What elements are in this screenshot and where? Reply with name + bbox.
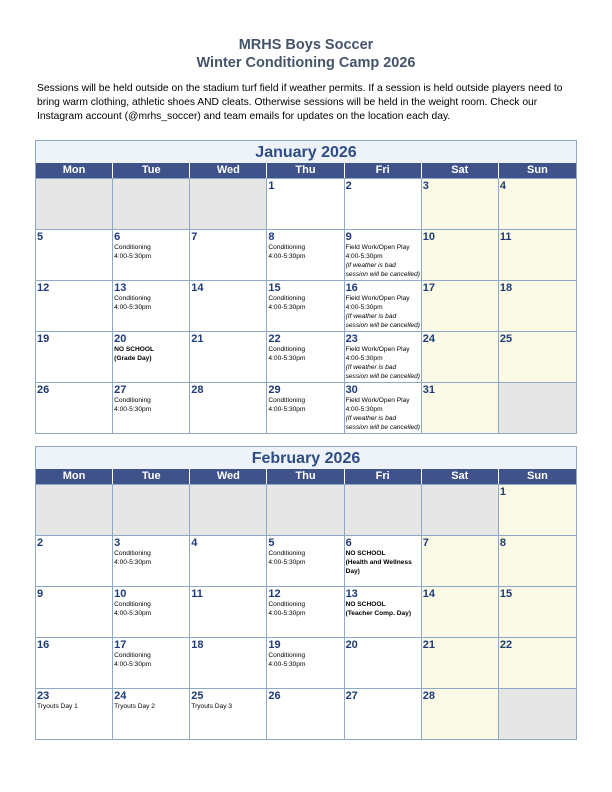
day-number: 7 xyxy=(422,537,429,549)
weekday-label: Fri xyxy=(345,469,422,484)
day-number: 15 xyxy=(268,282,281,294)
event-note: session will be cancelled) xyxy=(345,424,420,431)
day-number: 24 xyxy=(422,333,435,345)
day-cell xyxy=(113,535,190,586)
event-note: (Teacher Comp. Day) xyxy=(345,610,412,617)
day-number: 18 xyxy=(499,282,513,294)
day-number: 6 xyxy=(114,231,121,243)
day-number: 4 xyxy=(191,537,198,549)
calendar-grid xyxy=(36,178,576,433)
empty-day-cell xyxy=(345,484,422,535)
day-number: 5 xyxy=(268,537,275,549)
day-cell xyxy=(345,280,422,331)
day-number: 11 xyxy=(499,231,512,243)
day-cell xyxy=(190,382,267,433)
event-note: Conditioning xyxy=(268,550,306,557)
empty-day-cell xyxy=(422,484,499,535)
event-note: Conditioning xyxy=(114,397,151,404)
weekday-label: Mon xyxy=(36,163,113,178)
day-number: 3 xyxy=(114,537,121,549)
day-number: 29 xyxy=(268,384,281,396)
weekday-label: Mon xyxy=(36,469,113,484)
event-note: Conditioning xyxy=(268,601,306,608)
day-cell xyxy=(422,535,499,586)
event-note: Conditioning xyxy=(268,397,306,404)
day-cell xyxy=(422,586,499,637)
day-number: 17 xyxy=(114,639,127,651)
weekday-label: Wed xyxy=(190,163,267,178)
event-note: Conditioning xyxy=(114,601,151,608)
day-cell xyxy=(190,637,267,688)
day-number: 12 xyxy=(268,588,281,600)
day-number: 30 xyxy=(345,384,358,396)
event-note: Field Work/Open Play xyxy=(345,244,410,251)
day-cell xyxy=(267,331,344,382)
day-cell xyxy=(113,637,190,688)
weekday-header xyxy=(36,469,576,484)
day-cell xyxy=(113,382,190,433)
day-cell xyxy=(113,280,190,331)
day-cell xyxy=(345,382,422,433)
day-cell xyxy=(113,688,190,739)
month-title: February 2026 xyxy=(36,447,576,469)
weekday-label: Sat xyxy=(422,163,499,178)
event-note: Conditioning xyxy=(114,652,151,659)
weekday-label: Fri xyxy=(345,163,422,178)
event-note: NO SCHOOL xyxy=(114,346,155,353)
empty-day-cell xyxy=(36,484,113,535)
day-cell xyxy=(499,229,576,280)
day-cell xyxy=(345,637,422,688)
day-cell xyxy=(345,535,422,586)
event-note: Conditioning xyxy=(268,652,306,659)
day-cell xyxy=(36,637,113,688)
day-cell xyxy=(113,229,190,280)
day-cell xyxy=(345,229,422,280)
weekday-label: Tue xyxy=(113,469,190,484)
event-note: Conditioning xyxy=(268,295,306,302)
day-cell xyxy=(113,331,190,382)
day-cell xyxy=(422,382,499,433)
day-cell xyxy=(499,535,576,586)
event-note: (if weather is bad xyxy=(345,262,396,269)
day-number: 25 xyxy=(499,333,513,345)
day-number: 28 xyxy=(422,690,435,702)
day-number: 9 xyxy=(37,588,44,600)
day-number: 26 xyxy=(268,690,281,702)
day-number: 6 xyxy=(345,537,352,549)
day-cell xyxy=(113,586,190,637)
day-number: 14 xyxy=(422,588,435,600)
day-cell xyxy=(267,688,344,739)
event-note: Tryouts Day 2 xyxy=(114,703,155,710)
day-cell xyxy=(422,280,499,331)
empty-day-cell xyxy=(267,484,344,535)
empty-day-cell xyxy=(499,382,576,433)
day-number: 19 xyxy=(268,639,281,651)
weekday-label: Wed xyxy=(190,469,267,484)
day-number: 16 xyxy=(345,282,358,294)
day-number: 5 xyxy=(37,231,44,243)
day-cell xyxy=(422,178,499,229)
calendar-february xyxy=(35,446,577,740)
empty-day-cell xyxy=(190,484,267,535)
day-number: 10 xyxy=(114,588,127,600)
empty-day-cell xyxy=(113,484,190,535)
weekday-label: Sun xyxy=(527,164,548,176)
event-note: 4:00-5:30pm xyxy=(345,406,383,413)
event-note: 4:00-5:30pm xyxy=(268,661,306,668)
empty-day-cell xyxy=(113,178,190,229)
day-number: 21 xyxy=(422,639,435,651)
day-number: 31 xyxy=(422,384,435,396)
day-number: 17 xyxy=(422,282,435,294)
day-number: 15 xyxy=(499,588,513,600)
day-cell xyxy=(422,637,499,688)
day-number: 10 xyxy=(422,231,435,243)
day-number: 9 xyxy=(345,231,352,243)
event-note: 4:00-5:30pm xyxy=(345,253,383,260)
calendar-january xyxy=(35,140,577,434)
event-note: session will be cancelled) xyxy=(345,271,420,278)
day-cell xyxy=(190,535,267,586)
day-number: 24 xyxy=(114,690,127,702)
day-cell xyxy=(267,535,344,586)
weekday-label: Thu xyxy=(267,163,344,178)
event-note: (If weather is bad xyxy=(345,364,397,371)
day-number: 13 xyxy=(345,588,358,600)
day-number: 23 xyxy=(345,333,358,345)
event-note: Field Work/Open Play xyxy=(345,346,410,353)
day-number: 8 xyxy=(268,231,275,243)
event-note: Conditioning xyxy=(268,346,306,353)
day-number: 26 xyxy=(37,384,50,396)
day-cell xyxy=(267,178,344,229)
day-number: 12 xyxy=(37,282,50,294)
event-note: session will be cancelled) xyxy=(345,373,420,380)
weekday-label: Thu xyxy=(267,469,344,484)
weekday-label: Sat xyxy=(422,469,499,484)
day-cell xyxy=(499,637,576,688)
day-number: 11 xyxy=(191,588,203,600)
day-number: 25 xyxy=(191,690,204,702)
day-number: 21 xyxy=(191,333,204,345)
event-note: Field Work/Open Play xyxy=(345,295,410,302)
event-note: (If weather is bad xyxy=(345,415,397,422)
event-note: Tryouts Day 1 xyxy=(37,703,78,710)
intro-paragraph: Sessions will be held outside on the stadium turf field if weather permits. If a session is held outside players need to bring warm clothing, athletic shoes AND cleats. Otherwise sessions will be held in the weight room. Check our Instagram account (@mrhs_soccer) and team emails for updates on the location each day. xyxy=(37,83,563,122)
event-note: session will be cancelled) xyxy=(345,322,420,329)
day-cell xyxy=(499,178,576,229)
event-note: 4:00-5:30pm xyxy=(114,253,152,260)
weekday-header xyxy=(36,163,576,178)
day-number: 19 xyxy=(37,333,50,345)
day-cell xyxy=(345,688,422,739)
day-cell xyxy=(36,535,113,586)
event-note: 4:00-5:30pm xyxy=(114,406,152,413)
day-number: 22 xyxy=(268,333,281,345)
day-number: 20 xyxy=(345,639,358,651)
day-cell xyxy=(267,586,344,637)
day-number: 13 xyxy=(114,282,127,294)
event-note: 4:00-5:30pm xyxy=(268,559,306,566)
day-cell xyxy=(422,331,499,382)
day-cell xyxy=(345,331,422,382)
day-cell xyxy=(190,280,267,331)
day-number: 28 xyxy=(191,384,204,396)
day-number: 22 xyxy=(499,639,513,651)
event-note: 4:00-5:30pm xyxy=(114,610,152,617)
day-cell xyxy=(36,229,113,280)
day-cell xyxy=(36,688,113,739)
day-number: 27 xyxy=(114,384,127,396)
day-number: 8 xyxy=(499,537,506,549)
day-cell xyxy=(267,382,344,433)
day-cell xyxy=(499,484,576,535)
month-title: January 2026 xyxy=(36,141,576,163)
day-cell xyxy=(345,178,422,229)
page-title: MRHS Boys Soccer xyxy=(238,37,374,53)
day-cell xyxy=(190,586,267,637)
day-cell xyxy=(36,586,113,637)
day-number: 3 xyxy=(422,180,429,192)
event-note: 4:00-5:30pm xyxy=(114,661,152,668)
event-note: 4:00-5:30pm xyxy=(114,304,152,311)
event-note: Conditioning xyxy=(268,244,306,251)
event-note: NO SCHOOL xyxy=(345,550,386,557)
day-number: 27 xyxy=(345,690,358,702)
day-number: 1 xyxy=(499,486,506,498)
day-cell xyxy=(190,331,267,382)
day-cell xyxy=(36,382,113,433)
day-cell xyxy=(36,331,113,382)
empty-day-cell xyxy=(190,178,267,229)
day-cell xyxy=(345,586,422,637)
event-note: (Grade Day) xyxy=(114,355,152,362)
day-number: 7 xyxy=(191,231,198,243)
event-note: 4:00-5:30pm xyxy=(268,610,306,617)
day-number: 14 xyxy=(191,282,204,294)
event-note: 4:00-5:30pm xyxy=(268,304,306,311)
day-cell xyxy=(190,229,267,280)
day-cell xyxy=(499,280,576,331)
event-note: Day) xyxy=(345,568,360,575)
event-note: 4:00-5:30pm xyxy=(345,355,383,362)
event-note: (If weather is bad xyxy=(345,313,397,320)
day-number: 2 xyxy=(37,537,44,549)
event-note: 4:00-5:30pm xyxy=(268,253,306,260)
day-cell xyxy=(499,586,576,637)
day-number: 2 xyxy=(345,180,352,192)
event-note: 4:00-5:30pm xyxy=(268,406,306,413)
day-number: 18 xyxy=(191,639,204,651)
event-note: Field Work/Open Play xyxy=(345,397,410,404)
event-note: (Health and Wellness xyxy=(345,559,412,566)
day-cell xyxy=(190,688,267,739)
day-number: 4 xyxy=(499,180,506,192)
empty-day-cell xyxy=(499,688,576,739)
day-number: 1 xyxy=(268,180,275,192)
event-note: Conditioning xyxy=(114,244,151,251)
day-cell xyxy=(422,229,499,280)
calendar-grid xyxy=(36,484,576,739)
event-note: 4:00-5:30pm xyxy=(114,559,152,566)
day-number: 20 xyxy=(114,333,127,345)
weekday-label: Sun xyxy=(527,470,548,482)
day-cell xyxy=(267,229,344,280)
event-note: 4:00-5:30pm xyxy=(345,304,383,311)
event-note: Conditioning xyxy=(114,295,151,302)
day-cell xyxy=(36,280,113,331)
day-cell xyxy=(422,688,499,739)
day-cell xyxy=(267,280,344,331)
event-note: Conditioning xyxy=(114,550,151,557)
event-note: NO SCHOOL xyxy=(345,601,386,608)
event-note: 4:00-5:30pm xyxy=(268,355,306,362)
page-subtitle: Winter Conditioning Camp 2026 xyxy=(196,55,416,71)
weekday-label: Tue xyxy=(113,163,190,178)
day-number: 23 xyxy=(37,690,50,702)
day-cell xyxy=(267,637,344,688)
empty-day-cell xyxy=(36,178,113,229)
event-note: Tryouts Day 3 xyxy=(191,703,233,710)
day-cell xyxy=(499,331,576,382)
day-number: 16 xyxy=(37,639,50,651)
